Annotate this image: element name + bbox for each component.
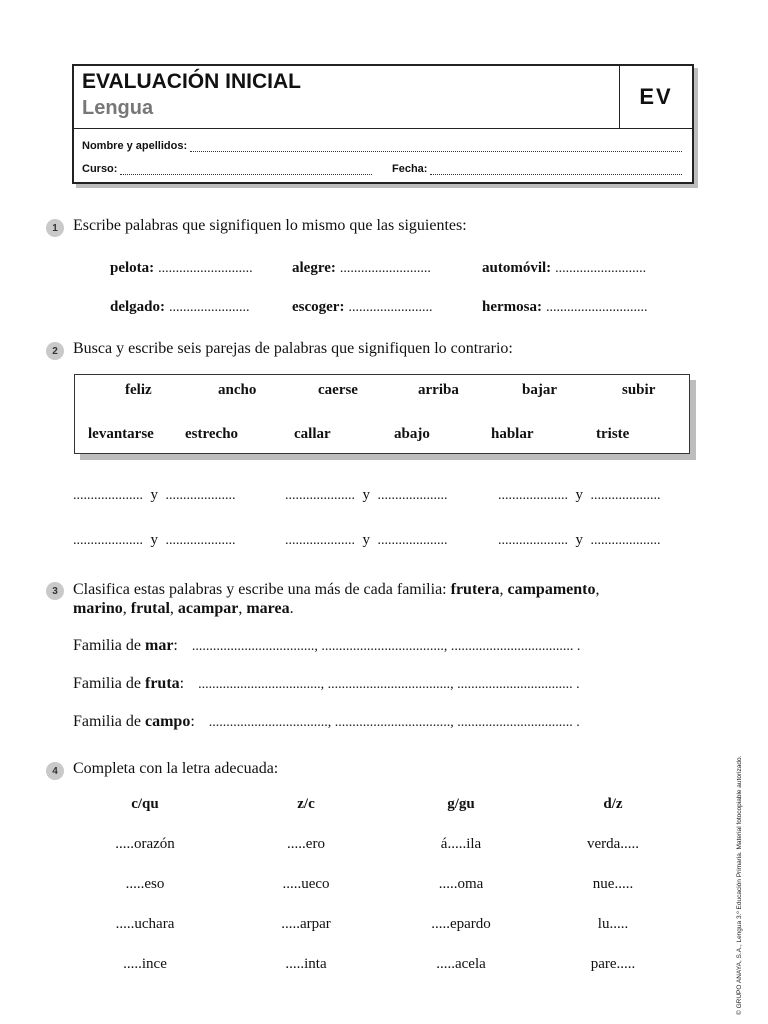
subject-title: Lengua bbox=[82, 97, 154, 119]
word-box-word: levantarse bbox=[88, 426, 154, 442]
synonym-item bbox=[482, 259, 646, 277]
synonym-item bbox=[292, 298, 432, 316]
separator: , bbox=[595, 581, 600, 598]
synonym-item bbox=[110, 259, 253, 277]
separator: . bbox=[289, 600, 294, 617]
pair-connector: y bbox=[575, 532, 583, 548]
word-box-word: bajar bbox=[522, 382, 557, 398]
pair-connector: y bbox=[362, 487, 370, 503]
family-colon: : bbox=[179, 675, 185, 692]
name-dots bbox=[190, 142, 682, 152]
pair-blank[interactable]: .................... bbox=[377, 488, 448, 503]
word-box-word: abajo bbox=[394, 426, 430, 442]
synonym-blank[interactable]: ........................... bbox=[158, 261, 253, 276]
name-label: Nombre y apellidos: bbox=[82, 140, 188, 152]
pair-connector: y bbox=[150, 487, 158, 503]
family-colon: : bbox=[173, 637, 178, 654]
word-box-word: estrecho bbox=[185, 426, 239, 442]
fill-word[interactable]: nue..... bbox=[592, 876, 634, 892]
course-label: Curso: bbox=[82, 163, 118, 175]
word-box-word: triste bbox=[596, 426, 630, 442]
family-prefix: Familia de bbox=[73, 713, 145, 730]
pair-blank[interactable]: .................... bbox=[377, 533, 448, 548]
synonym-blank[interactable]: ........................ bbox=[348, 300, 433, 315]
fill-word[interactable]: lu..... bbox=[597, 916, 629, 932]
word-box-word: subir bbox=[622, 382, 656, 398]
synonym-word: alegre: bbox=[292, 260, 336, 276]
synonym-blank[interactable]: .......................... bbox=[555, 261, 647, 276]
synonym-word: delgado: bbox=[110, 299, 166, 315]
copyright-note: © GRUPO ANAYA, S.A., Lengua 3.º Educación Primaria. Material fotocopiable autorizado. bbox=[736, 755, 743, 1015]
family-prefix: Familia de bbox=[73, 637, 145, 654]
pair-blank[interactable]: .................... bbox=[285, 488, 355, 503]
word-box-word: caerse bbox=[318, 382, 358, 398]
pair-answer[interactable] bbox=[285, 532, 448, 549]
fill-word[interactable]: .....arpar bbox=[281, 916, 331, 932]
exercise-number-2: 2 bbox=[46, 342, 64, 360]
page-title: EVALUACIÓN INICIAL bbox=[82, 70, 301, 93]
pair-blank[interactable]: .................... bbox=[285, 533, 355, 548]
word-box-word: ancho bbox=[218, 382, 257, 398]
exercise-number-3: 3 bbox=[46, 582, 64, 600]
exercise-1-instruction: Escribe palabras que signifiquen lo mismo que las siguientes: bbox=[73, 217, 467, 234]
word-box-word: callar bbox=[294, 426, 331, 442]
family-prefix: Familia de bbox=[73, 675, 145, 692]
exercise-number-1: 1 bbox=[46, 219, 64, 237]
word-box bbox=[74, 374, 690, 454]
word-box-word: hablar bbox=[491, 426, 534, 442]
evaluation-code: EV bbox=[619, 66, 692, 128]
letter-column-c-qu bbox=[85, 796, 205, 996]
synonym-item bbox=[110, 298, 250, 316]
family-word: campo bbox=[144, 713, 191, 730]
keyword: campamento bbox=[507, 581, 596, 598]
pair-connector: y bbox=[362, 532, 370, 548]
separator: , bbox=[169, 600, 178, 617]
course-dots bbox=[120, 165, 372, 175]
column-head: z/c bbox=[297, 796, 315, 812]
synonym-blank[interactable]: ....................... bbox=[169, 300, 250, 315]
keyword: acampar bbox=[177, 600, 239, 617]
synonym-word: automóvil: bbox=[482, 260, 552, 276]
word-box-word: feliz bbox=[125, 382, 152, 398]
fill-word[interactable]: .....uchara bbox=[115, 916, 175, 932]
family-word: fruta bbox=[144, 675, 180, 692]
instruction-text: Clasifica estas palabras y escribe una más de cada familia: bbox=[73, 581, 451, 598]
word-box-word: arriba bbox=[418, 382, 459, 398]
name-field[interactable] bbox=[82, 140, 682, 152]
family-colon: : bbox=[190, 713, 195, 730]
column-head: g/gu bbox=[447, 796, 475, 812]
pair-answer[interactable] bbox=[498, 532, 661, 549]
family-blanks[interactable]: ..................................., ..................................., ................................. . bbox=[198, 677, 580, 692]
fill-word[interactable]: .....ero bbox=[287, 836, 325, 852]
synonym-word: pelota: bbox=[110, 260, 155, 276]
date-dots bbox=[430, 165, 682, 175]
fill-word[interactable]: .....oma bbox=[438, 876, 484, 892]
keyword: marea bbox=[246, 600, 290, 617]
family-row-fruta bbox=[73, 675, 580, 693]
separator: , bbox=[499, 581, 508, 598]
synonym-item bbox=[292, 259, 431, 277]
fill-word[interactable]: .....epardo bbox=[431, 916, 491, 932]
synonym-blank[interactable]: ............................. bbox=[546, 300, 648, 315]
pair-blank[interactable]: .................... bbox=[590, 488, 661, 503]
keyword: frutera bbox=[450, 581, 500, 598]
fill-word[interactable]: .....acela bbox=[436, 956, 486, 972]
family-row-campo bbox=[73, 713, 580, 731]
column-head: d/z bbox=[603, 796, 623, 812]
family-blanks[interactable]: ..................................., ..................................., ................................... . bbox=[191, 639, 581, 654]
synonym-word: hermosa: bbox=[482, 299, 542, 315]
fill-word[interactable]: verda..... bbox=[586, 836, 640, 852]
fill-word[interactable]: .....inta bbox=[285, 956, 327, 972]
fill-word[interactable]: pare..... bbox=[590, 956, 636, 972]
exercise-3-instruction bbox=[73, 580, 673, 618]
header-box bbox=[72, 64, 694, 184]
date-label: Fecha: bbox=[392, 163, 428, 175]
synonym-blank[interactable]: .......................... bbox=[339, 261, 431, 276]
pair-answer[interactable] bbox=[73, 487, 236, 504]
pair-blank[interactable]: .................... bbox=[498, 533, 568, 548]
family-row-mar bbox=[73, 637, 580, 655]
fill-word[interactable]: .....orazón bbox=[115, 836, 175, 852]
family-blanks[interactable]: .................................., ................................., ................................. . bbox=[208, 715, 580, 730]
pair-blank[interactable]: .................... bbox=[165, 533, 236, 548]
pair-answer[interactable] bbox=[498, 487, 661, 504]
pair-answer[interactable] bbox=[285, 487, 448, 504]
keyword: frutal bbox=[130, 600, 170, 617]
date-field[interactable] bbox=[392, 163, 682, 175]
synonym-word: escoger: bbox=[292, 299, 345, 315]
exercise-4-instruction: Completa con la letra adecuada: bbox=[73, 760, 279, 777]
pair-blank[interactable]: .................... bbox=[590, 533, 661, 548]
letter-column-d-z bbox=[553, 796, 673, 996]
pair-blank[interactable]: .................... bbox=[73, 488, 143, 503]
letter-column-z-c bbox=[246, 796, 366, 996]
exercise-number-4: 4 bbox=[46, 762, 64, 780]
separator: , bbox=[122, 600, 131, 617]
pair-connector: y bbox=[575, 487, 583, 503]
separator: , bbox=[238, 600, 247, 617]
fill-word[interactable]: .....eso bbox=[125, 876, 165, 892]
fill-word[interactable]: á.....ila bbox=[440, 836, 482, 852]
pair-blank[interactable]: .................... bbox=[73, 533, 143, 548]
family-word: mar bbox=[144, 637, 174, 654]
exercise-2-instruction: Busca y escribe seis parejas de palabras que signifiquen lo contrario: bbox=[73, 340, 513, 357]
pair-blank[interactable]: .................... bbox=[165, 488, 236, 503]
fill-word[interactable]: .....ince bbox=[123, 956, 167, 972]
course-field[interactable] bbox=[82, 163, 372, 175]
pair-connector: y bbox=[150, 532, 158, 548]
header-top bbox=[74, 66, 692, 129]
letter-column-g-gu bbox=[401, 796, 521, 996]
pair-blank[interactable]: .................... bbox=[498, 488, 568, 503]
keyword: marino bbox=[73, 600, 123, 617]
synonym-item bbox=[482, 298, 648, 316]
fill-word[interactable]: .....ueco bbox=[282, 876, 330, 892]
column-head: c/qu bbox=[131, 796, 159, 812]
pair-answer[interactable] bbox=[73, 532, 236, 549]
